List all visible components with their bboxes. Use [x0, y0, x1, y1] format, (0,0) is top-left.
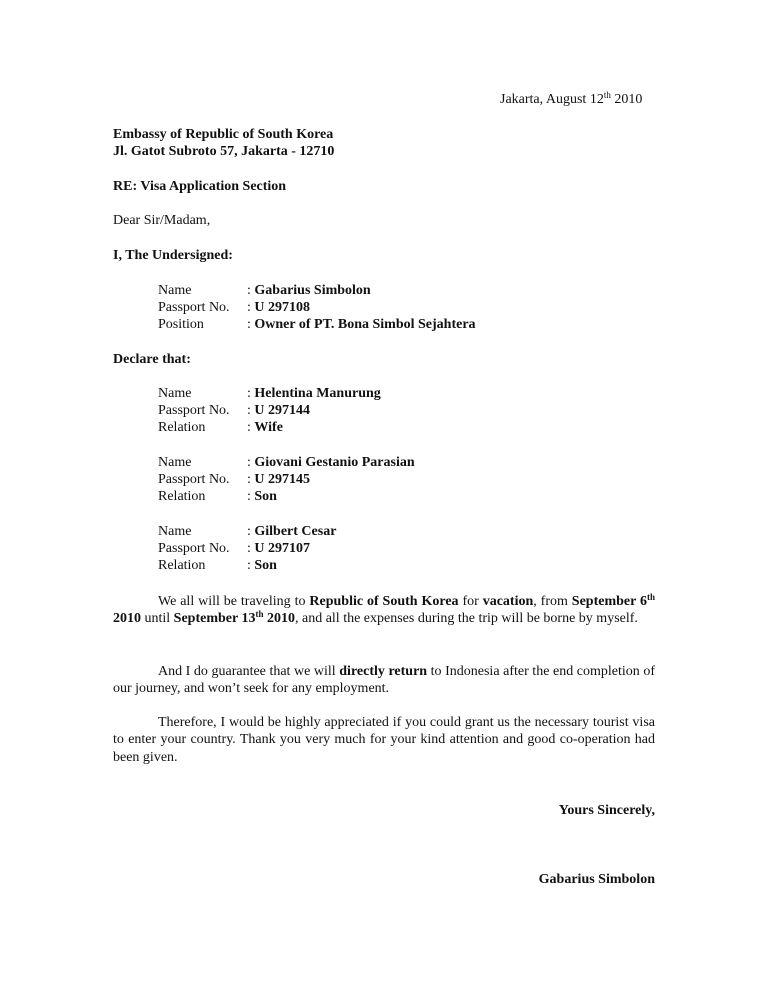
field-value: : Giovani Gestanio Parasian	[247, 455, 415, 470]
field-value: : Son	[247, 558, 277, 573]
field-value: : Gabarius Simbolon	[247, 283, 371, 298]
field-value: : U 297144	[247, 403, 311, 418]
salutation: Dear Sir/Madam,	[113, 213, 211, 228]
subject-line: RE: Visa Application Section	[113, 179, 287, 194]
field-label: Relation	[158, 420, 206, 435]
field-label: Name	[158, 455, 192, 470]
guarantee-paragraph: And I do guarantee that we will directly return to Indonesia after the end completion of our journey, and won’t seek for any employment.	[113, 664, 655, 697]
field-label: Passport No.	[158, 472, 230, 487]
undersigned-heading: I, The Undersigned:	[113, 248, 233, 263]
request-paragraph: Therefore, I would be highly appreciated if you could grant us the necessary tourist visa to enter your country. Thank you very much for your kind attention and good co-operation had been given.	[113, 715, 655, 765]
travel-paragraph: We all will be traveling to Republic of South Korea for vacation, from September 6th 2010 until September 13th 2010, and all the expenses during the trip will be borne by myself.	[113, 592, 655, 627]
field-value: : U 297108	[247, 300, 311, 315]
field-value: : U 297145	[247, 472, 311, 487]
field-value: : Wife	[247, 420, 283, 435]
recipient-line-2: Jl. Gatot Subroto 57, Jakarta - 12710	[113, 144, 335, 159]
field-label: Position	[158, 317, 204, 332]
date-year: 2010	[610, 92, 643, 107]
field-value: : Helentina Manurung	[247, 386, 381, 401]
signature-name: Gabarius Simbolon	[538, 872, 655, 887]
closing: Yours Sincerely,	[558, 803, 655, 818]
recipient-line-1: Embassy of Republic of South Korea	[113, 127, 334, 142]
field-label: Relation	[158, 489, 206, 504]
date-ordinal: th	[603, 90, 611, 100]
field-value: : U 297107	[247, 541, 311, 556]
field-label: Name	[158, 283, 192, 298]
letter-date	[500, 91, 642, 108]
field-label: Passport No.	[158, 541, 230, 556]
field-label: Name	[158, 524, 192, 539]
field-label: Passport No.	[158, 300, 230, 315]
field-value: : Owner of PT. Bona Simbol Sejahtera	[247, 317, 476, 332]
declare-heading: Declare that:	[113, 352, 191, 367]
field-value: : Son	[247, 489, 277, 504]
field-value: : Gilbert Cesar	[247, 524, 337, 539]
field-label: Relation	[158, 558, 206, 573]
field-label: Passport No.	[158, 403, 230, 418]
field-label: Name	[158, 386, 192, 401]
date-text: Jakarta, August 12	[500, 92, 604, 107]
